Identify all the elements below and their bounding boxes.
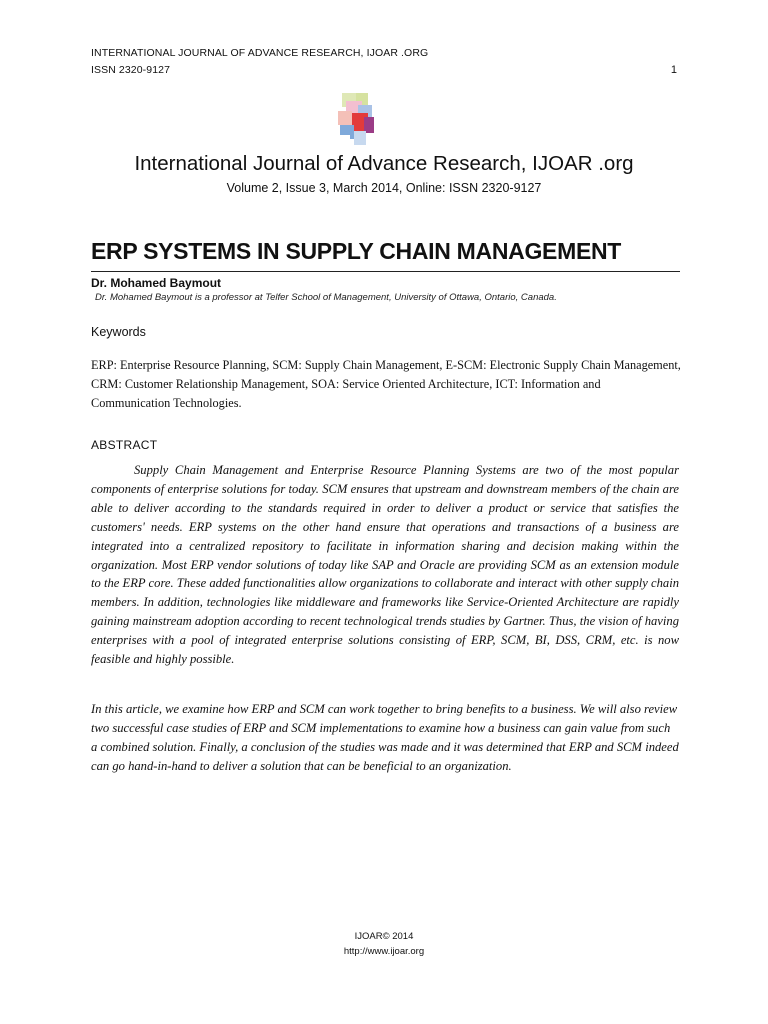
journal-volume-line: Volume 2, Issue 3, March 2014, Online: ISSN 2320-9127 xyxy=(226,181,542,195)
author-affiliation: Dr. Mohamed Baymout is a professor at Telfer School of Management, University of Ottawa, Ontario, Canada. xyxy=(95,292,557,303)
keywords-text: ERP: Enterprise Resource Planning, SCM: Supply Chain Management, E-SCM: Electronic Supply Chain Management, CRM: Customer Relationship Management, SOA: Service Oriented Architecture, ICT: Information and Communication Technologies. xyxy=(91,358,681,410)
running-header-issn: ISSN 2320-9127 xyxy=(91,64,171,76)
paper-title: ERP SYSTEMS IN SUPPLY CHAIN MANAGEMENT xyxy=(91,238,622,264)
author-name: Dr. Mohamed Baymout xyxy=(91,276,222,290)
ijoar-logo-icon xyxy=(334,93,378,151)
logo-tile xyxy=(338,111,352,125)
footer-url: http://www.ijoar.org xyxy=(343,946,425,957)
journal-title: International Journal of Advance Research, IJOAR .org xyxy=(134,152,634,175)
logo-tile xyxy=(354,131,366,145)
abstract-heading: ABSTRACT xyxy=(91,438,158,452)
abstract-paragraph: Supply Chain Management and Enterprise Resource Planning Systems are two of the most popular components of enterprise solutions for today. SCM ensures that upstream and downstream members of the chain are able to deliver according to the standards required in order to deliver a product or service that satisfies the customers' needs. ERP systems on the other hand ensure that operations and transactions of a business are integrated into a centralized repository to facilitate in information sharing and decision making within the organization. Most ERP vendor solutions of today like SAP and Oracle are providing SCM as an extension module to the ERP core. These added functionalities allow organizations to collaborate and interact with other supply chain members. In addition, technologies like middleware and frameworks like Service-Oriented Architecture are rapidly gaining mainstream adoption according to recent technological trends studies by Gartner. Thus, the vision of having enterprises with a pool of integrated enterprise solutions consisting of ERP, SCM, BI, DSS, CRM, etc. is now feasible and highly possible. xyxy=(91,463,679,667)
footer-copyright: IJOAR© 2014 xyxy=(354,931,414,942)
logo-tile xyxy=(364,117,374,133)
running-header-journal: INTERNATIONAL JOURNAL OF ADVANCE RESEARCH, IJOAR .ORG xyxy=(91,47,429,59)
title-divider xyxy=(91,271,680,272)
page-number: 1 xyxy=(670,64,677,76)
keywords-heading: Keywords xyxy=(91,325,146,339)
logo-tile xyxy=(334,135,350,151)
abstract-paragraph: In this article, we examine how ERP and SCM can work together to bring benefits to a business. We will also review two successful case studies of ERP and SCM implementations to examine how a business can gain value from such a combined solution. Finally, a conclusion of the studies was made and it was determined that ERP and SCM indeed can go hand-in-hand to deliver a solution that can be beneficial to an organization. xyxy=(91,702,679,773)
